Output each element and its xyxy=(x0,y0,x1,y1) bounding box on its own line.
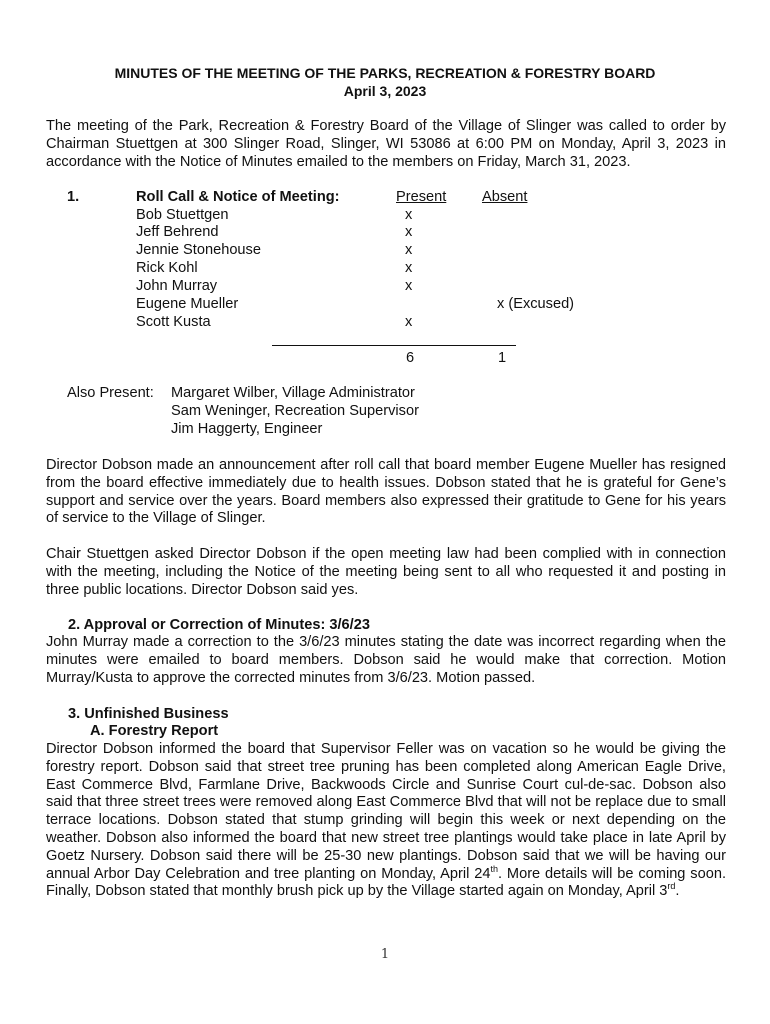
intro-paragraph: The meeting of the Park, Recreation & Forestry Board of the Village of Slinger was called to order by Chairman Stuettgen at 300 Slinger Road, Slinger, WI 53086 at 6:00 PM on Monday, April 3, 2023 in accordance with the Notice of Minutes emailed to the members on Friday, March 31, 2023. xyxy=(46,118,726,170)
member-present-mark: x xyxy=(405,278,413,294)
total-present: 6 xyxy=(406,350,415,366)
section-3-heading: 3. Unfinished Business xyxy=(68,706,229,722)
also-present-person: Sam Weninger, Recreation Supervisor xyxy=(171,403,419,419)
roll-call-number: 1. xyxy=(67,189,80,205)
totals-divider xyxy=(272,345,516,346)
member-absent-mark: x (Excused) xyxy=(497,296,575,312)
total-absent: 1 xyxy=(498,350,507,366)
forestry-report-paragraph: Director Dobson informed the board that Supervisor Feller was on vacation so he would be giving the forestry report. Dobson said that street tree pruning has been completed along American Eagle Drive, East Commerce Blvd, Farmlane Drive, Backwoods Circle and Sunrise Court cul-de-sac. Dobson also said that three street trees were removed along East Commerce Blvd that will not be replace due to small terrace locations. Dobson stated that stump grinding will begin this week or next depending on the weather. Dobson also informed the board that new street tree plantings would take place in late April by Goetz Nursery. Dobson said there will be 25-30 new plantings. Dobson said that we will be having our annual Arbor Day Celebration and tree planting on Monday, April 24th. More details will be coming soon. Finally, Dobson stated that monthly brush pick up by the Village started again on Monday, April 3rd. xyxy=(46,741,727,900)
forestry-report-subheading: A. Forestry Report xyxy=(90,723,219,739)
section-2-heading: 2. Approval or Correction of Minutes: 3/6/23 xyxy=(68,617,370,633)
page-number: 1 xyxy=(380,947,390,962)
member-present-mark: x xyxy=(405,207,413,223)
member-present-mark: x xyxy=(405,242,413,258)
member-present-mark: x xyxy=(405,260,413,276)
also-present-label: Also Present: xyxy=(67,385,154,401)
section-2-paragraph: John Murray made a correction to the 3/6/23 minutes stating the date was incorrect regarding when the minutes were emailed to board members. Dobson said he would make that correction. Motion Murray/Kusta to approve the corrected minutes from 3/6/23. Motion passed. xyxy=(46,634,726,686)
open-meeting-paragraph: Chair Stuettgen asked Director Dobson if the open meeting law had been complied with in connection with the meeting, including the Notice of the meeting being sent to all who requested it and posting in three public locations. Director Dobson said yes. xyxy=(46,546,726,598)
member-name: Eugene Mueller xyxy=(136,296,239,312)
member-present-mark: x xyxy=(405,314,413,330)
member-name: John Murray xyxy=(136,278,218,294)
document-title: MINUTES OF THE MEETING OF THE PARKS, RECREATION & FORESTRY BOARD xyxy=(114,65,656,81)
member-name: Jennie Stonehouse xyxy=(136,242,261,258)
member-name: Jeff Behrend xyxy=(136,224,219,240)
absent-column-header: Absent xyxy=(482,189,528,205)
member-present-mark: x xyxy=(405,224,413,240)
member-name: Bob Stuettgen xyxy=(136,207,229,223)
also-present-person: Jim Haggerty, Engineer xyxy=(171,421,323,437)
present-column-header: Present xyxy=(396,189,447,205)
also-present-person: Margaret Wilber, Village Administrator xyxy=(171,385,415,401)
announcement-paragraph: Director Dobson made an announcement after roll call that board member Eugene Mueller has resigned from the board effective immediately due to health issues. Dobson stated that he is grateful for Gene’s support and service over the years. Board members also expressed their gratitude to Gene for his years of service to the Village of Slinger. xyxy=(46,457,726,527)
member-name: Rick Kohl xyxy=(136,260,198,276)
member-name: Scott Kusta xyxy=(136,314,211,330)
roll-call-heading: Roll Call & Notice of Meeting: xyxy=(136,189,340,205)
meeting-date: April 3, 2023 xyxy=(343,83,427,99)
